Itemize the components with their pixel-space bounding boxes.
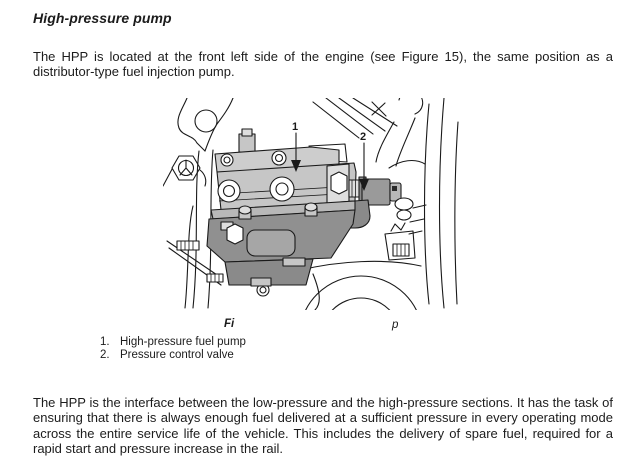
pump-side-panel [247, 230, 295, 256]
pump-bottom-tab [251, 278, 271, 286]
legend-item-number: 2. [100, 348, 110, 361]
callout-1-label: 1 [292, 121, 299, 133]
lower-hex-nut-icon [227, 224, 243, 244]
legend-item-label: High-pressure fuel pump [120, 336, 246, 348]
hex-bolt-icon [172, 156, 200, 180]
page-title: High-pressure pump [33, 10, 172, 26]
flange-hex-nut-icon [331, 172, 347, 194]
legend-item [100, 336, 246, 349]
pulley-outline-icon [299, 276, 423, 310]
bracket-hole-icon [195, 110, 217, 132]
figure-caption-right: p [392, 319, 399, 331]
valve-port-dot-icon [392, 186, 397, 191]
pump-engine-drawing [163, 98, 479, 310]
pump-bolt-icon [305, 203, 317, 216]
pump-bolt-icon [239, 206, 251, 219]
pump-bottom-tab [283, 258, 305, 266]
figure-caption-left: Fi [224, 318, 235, 330]
legend-item-number: 1. [100, 336, 110, 348]
legend-item-label: Pressure control valve [120, 348, 234, 361]
callout-2-label: 2 [360, 131, 367, 143]
bolt-head-icon [395, 198, 413, 210]
pump-port-icon [272, 151, 286, 165]
intro-paragraph: The HPP is located at the front left side of the engine (see Figure 15), the same position as a distributor-type fuel injection pump. [33, 49, 613, 80]
ribbed-bolt-icon [177, 241, 199, 250]
figure-15-illustration [163, 98, 479, 310]
pump-port-icon [270, 177, 294, 201]
high-pressure-pump-body [207, 129, 413, 286]
pump-port-icon [221, 154, 233, 166]
legend-item [100, 349, 246, 362]
figure-legend [100, 336, 246, 361]
body-paragraph: The HPP is the interface between the low-pressure and the high-pressure sections. It has the task of ensuring that there is always enough fuel delivered at a sufficient pressure in every operating mode across the entire service life of the vehicle. This includes the delivery of spare fuel, required for a rapid start and pressure increase in the rail. [33, 395, 613, 457]
pump-port-icon [218, 180, 240, 202]
ribbed-bolt-icon [207, 274, 223, 282]
pump-top-bolt-icon [239, 129, 255, 152]
bolt-head-icon [397, 210, 411, 220]
